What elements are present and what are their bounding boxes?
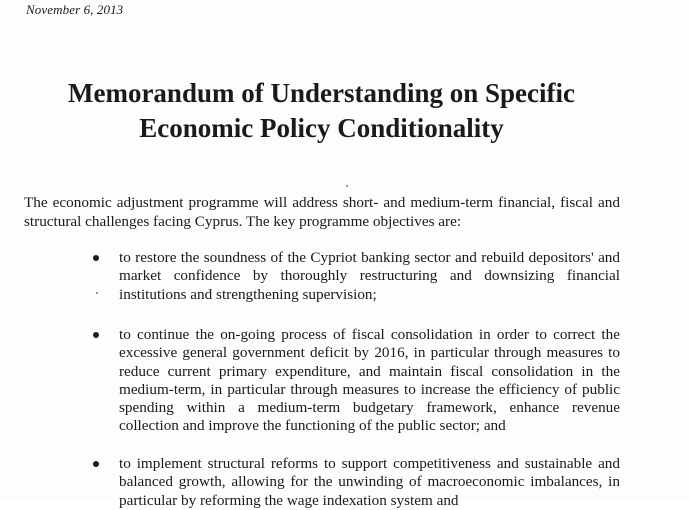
list-item-text: to implement structural reforms to support competitiveness and sustainable and balanced growth, allowing for the unwinding of macroeconomic imbalances, in particular by reforming the wage indexation system and (119, 455, 620, 509)
list-item (93, 249, 620, 304)
title-line-2: Economic Policy Conditionality (139, 113, 504, 143)
scan-speck (346, 185, 348, 187)
document-title (0, 76, 643, 146)
list-item (93, 455, 620, 510)
bullet-icon (93, 255, 99, 261)
list-item-text: to continue the on-going process of fiscal consolidation in order to correct the excessive general government deficit by 2016, in particular through measures to reduce current primary expenditure, and maintain fiscal consolidation in the medium-term, in particular through measures to increase the efficiency of public spending within a medium-term budgetary framework, enhance revenue collection and improve the functioning of the public sector; and (119, 326, 620, 435)
bullet-icon (93, 332, 99, 338)
list-item (93, 326, 620, 436)
intro-paragraph: The economic adjustment programme will address short- and medium-term financial, fiscal and structural challenges facing Cyprus. The key programme objectives are: (24, 194, 620, 230)
document-date: November 6, 2013 (26, 2, 124, 17)
list-item-text: to restore the soundness of the Cypriot banking sector and rebuild depositors' and market confidence by thoroughly restructuring and downsizing financial institutions and strengthening supervision; (119, 249, 620, 303)
scan-speck (96, 292, 98, 294)
title-line-1: Memorandum of Understanding on Specific (67, 78, 575, 108)
bullet-icon (93, 461, 99, 467)
